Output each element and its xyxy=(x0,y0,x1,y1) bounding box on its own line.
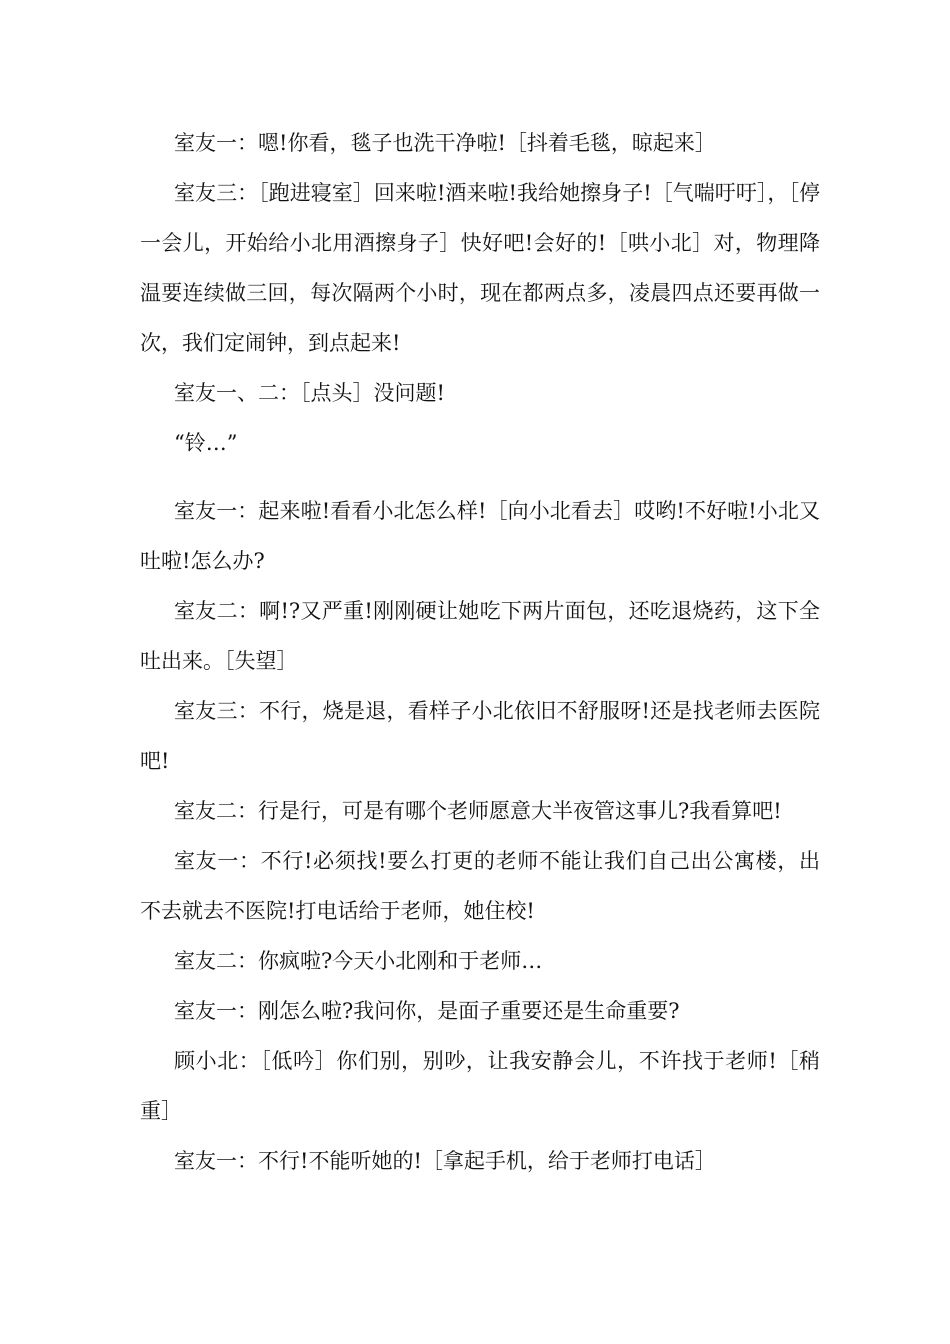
paragraph: 室友一：不行!不能听她的!［拿起手机，给于老师打电话］ xyxy=(174,1149,716,1173)
paragraph: 室友一：起来啦!看看小北怎么样!［向小北看去］哎哟!不好啦!小北又吐啦!怎么办? xyxy=(140,499,820,573)
paragraph: 室友一、二：［点头］没问题! xyxy=(174,381,445,405)
paragraph: “铃…” xyxy=(174,431,238,455)
paragraph: 室友二：行是行，可是有哪个老师愿意大半夜管这事儿?我看算吧! xyxy=(174,799,782,823)
paragraph: 顾小北：［低吟］你们别，别吵，让我安静会儿，不许找于老师!［稍重］ xyxy=(140,1049,820,1123)
script-text xyxy=(140,118,820,1186)
paragraph: 室友三：不行，烧是退，看样子小北依旧不舒服呀!还是找老师去医院吧! xyxy=(140,699,820,773)
paragraph: 室友一：不行!必须找!要么打更的老师不能让我们自己出公寓楼，出不去就去不医院!打电话给于老师，她住校! xyxy=(140,849,820,923)
paragraph: 室友三：［跑进寝室］回来啦!酒来啦!我给她擦身子!［气喘吁吁］，［停一会儿，开始给小北用酒擦身子］快好吧!会好的!［哄小北］对，物理降温要连续做三回，每次隔两个小时，现在都两点多，凌晨四点还要再做一次，我们定闹钟，到点起来! xyxy=(140,181,820,355)
paragraph: 室友二：啊!?又严重!刚刚硬让她吃下两片面包，还吃退烧药，这下全吐出来。［失望］ xyxy=(140,599,820,673)
paragraph: 室友二：你疯啦?今天小北刚和于老师… xyxy=(174,949,543,973)
paragraph: 室友一：嗯!你看，毯子也洗干净啦!［抖着毛毯，晾起来］ xyxy=(174,131,716,155)
paragraph: 室友一：刚怎么啦?我问你，是面子重要还是生命重要? xyxy=(174,999,680,1023)
